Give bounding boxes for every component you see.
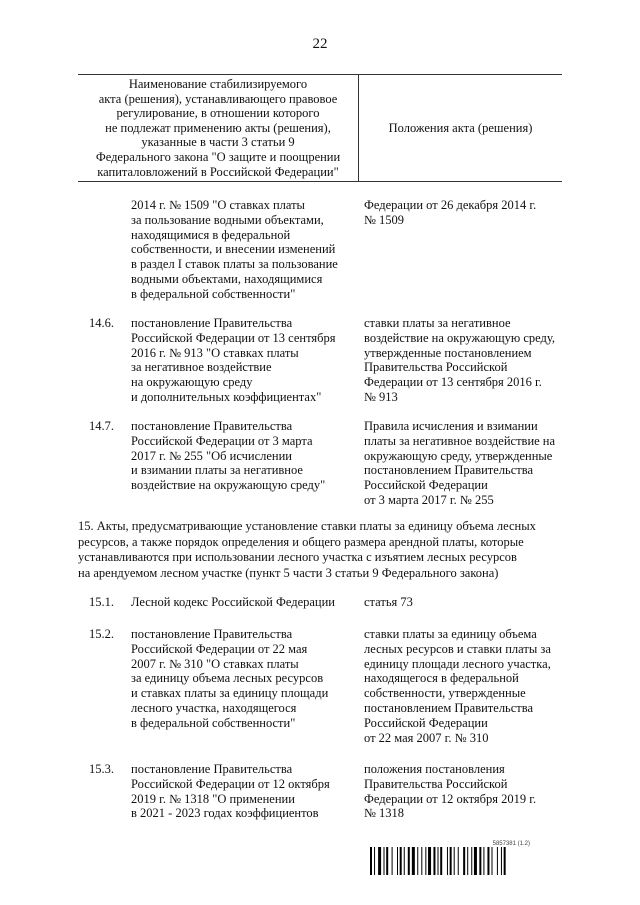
provision-line: ставки платы за единицу объема [364, 627, 537, 641]
act-line: находящимися в федеральной [131, 227, 291, 242]
provision-line: от 3 марта 2017 г. № 255 [364, 492, 494, 507]
act-line: за единицу объема лесных ресурсов [131, 671, 324, 686]
header-line: Федерального закона "О защите и поощрении [95, 149, 341, 164]
act-line: лесного участка, находящегося [131, 700, 297, 715]
act-line: и ставках платы за единицу площади [131, 686, 329, 701]
page-number: 22 [312, 36, 328, 52]
provision-line: лесных ресурсов и ставки платы за [364, 641, 551, 656]
header-column-provisions [359, 75, 562, 181]
header-line: указанные в части 3 статьи 9 [141, 135, 295, 150]
section-line: ресурсов, а также порядок определения и общего размера арендной платы, которые [78, 534, 524, 549]
act-line: 2007 г. № 310 "О ставках платы [131, 656, 299, 671]
provision-cell [364, 419, 555, 508]
row-number: 14.7. [89, 419, 114, 433]
act-line: за пользование водными объектами, [131, 212, 324, 227]
act-line: 2014 г. № 1509 "О ставках платы [131, 198, 305, 212]
provision-line: Правительства Российской [364, 360, 508, 375]
act-line: в федеральной собственности" [131, 715, 296, 730]
header-provisions-label: Положения акта (решения) [388, 120, 533, 135]
provision-line: Правительства Российской [364, 776, 508, 791]
provision-cell [364, 595, 413, 610]
act-line: Российской Федерации от 22 мая [131, 641, 308, 656]
act-line: Лесной кодекс Российской Федерации [131, 595, 335, 609]
provision-line: воздействие на окружающую среду, [364, 330, 556, 345]
barcode-icon [370, 847, 570, 875]
act-line: и дополнительных коэффициентах" [131, 389, 322, 404]
row-number: 15.1. [89, 595, 114, 609]
act-line: за негативное воздействие [131, 360, 272, 375]
header-line: капиталовложений в Российской Федерации" [97, 164, 339, 179]
section-line: 15. Акты, предусматривающие установление ставки платы за единицу объема лесных [78, 519, 536, 533]
act-line: постановление Правительства [131, 316, 293, 330]
act-line: постановление Правительства [131, 762, 293, 776]
provision-line: постановлением Правительства [364, 463, 534, 478]
provision-line: Федерации от 26 декабря 2014 г. [364, 198, 537, 212]
act-line: Российской Федерации от 12 октября [131, 776, 330, 791]
act-cell [131, 316, 336, 405]
act-cell [131, 419, 325, 493]
act-cell [131, 627, 328, 731]
barcode-block [370, 841, 570, 880]
provision-line: Российской Федерации [364, 478, 488, 493]
row-number: 14.6. [89, 316, 114, 330]
provision-line: статья 73 [364, 595, 413, 609]
provision-line: положения постановления [364, 762, 505, 776]
act-line: собственности, и внесении изменений [131, 242, 336, 257]
provision-line: окружающую среду, утвержденные [364, 448, 553, 463]
act-line: Российской Федерации от 13 сентября [131, 330, 336, 345]
provision-line: единицу площади лесного участка, [364, 656, 551, 671]
provision-line: ставки платы за негативное [364, 316, 511, 330]
provision-line: Правила исчисления и взимании [364, 419, 538, 433]
act-line: 2019 г. № 1318 "О применении [131, 791, 295, 806]
act-line: воздействие на окружающую среду" [131, 478, 326, 493]
provision-line: находящегося в федеральной [364, 671, 519, 686]
act-line: водными объектами, находящимися [131, 271, 323, 286]
provision-line: № 1509 [364, 212, 405, 227]
provision-line: собственности, утвержденные [364, 686, 526, 701]
act-line: в раздел I ставок платы за пользование [131, 257, 338, 272]
act-cell [131, 198, 338, 302]
provision-line: № 913 [364, 389, 398, 404]
provision-line: Федерации от 13 сентября 2016 г. [364, 375, 542, 390]
provision-cell [364, 627, 551, 745]
act-line: 2016 г. № 913 "О ставках платы [131, 345, 299, 360]
table-header [78, 74, 562, 182]
provision-cell [364, 198, 536, 228]
provision-line: платы за негативное воздействие на [364, 433, 556, 448]
act-line: в федеральной собственности" [131, 286, 296, 301]
header-line: акта (решения), устанавливающего правовое [98, 91, 338, 106]
act-line: постановление Правительства [131, 419, 293, 433]
provision-line: утвержденные постановлением [364, 345, 532, 360]
section-line: на арендуемом лесном участке (пункт 5 части 3 статьи 9 Федерального закона) [78, 565, 499, 580]
section-line: устанавливаются при использовании лесного участка с изъятием лесных ресурсов [78, 550, 517, 565]
provision-line: Российской Федерации [364, 715, 488, 730]
header-line: регулирование, в отношении которого [116, 106, 320, 121]
header-line: Наименование стабилизируемого [128, 77, 308, 91]
barcode-code: 5857381 (1.2) [492, 841, 530, 847]
act-line: и взимании платы за негативное [131, 463, 303, 478]
header-column-act [78, 75, 359, 181]
provision-line: № 1318 [364, 806, 405, 821]
row-number: 15.3. [89, 762, 114, 776]
act-line: на окружающую среду [131, 375, 253, 390]
header-line: не подлежат применению акты (решения), [105, 120, 331, 135]
act-line: 2017 г. № 255 "Об исчислении [131, 448, 292, 463]
act-cell [131, 762, 330, 821]
section-heading [78, 519, 568, 581]
act-line: Российской Федерации от 3 марта [131, 433, 313, 448]
provision-cell [364, 316, 555, 405]
act-cell [131, 595, 335, 610]
row-number: 15.2. [89, 627, 114, 641]
act-line: в 2021 - 2023 годах коэффициентов [131, 806, 319, 821]
provision-line: Федерации от 12 октября 2019 г. [364, 791, 537, 806]
provision-cell [364, 762, 536, 821]
act-line: постановление Правительства [131, 627, 293, 641]
provision-line: постановлением Правительства [364, 700, 534, 715]
provision-line: от 22 мая 2007 г. № 310 [364, 730, 489, 745]
